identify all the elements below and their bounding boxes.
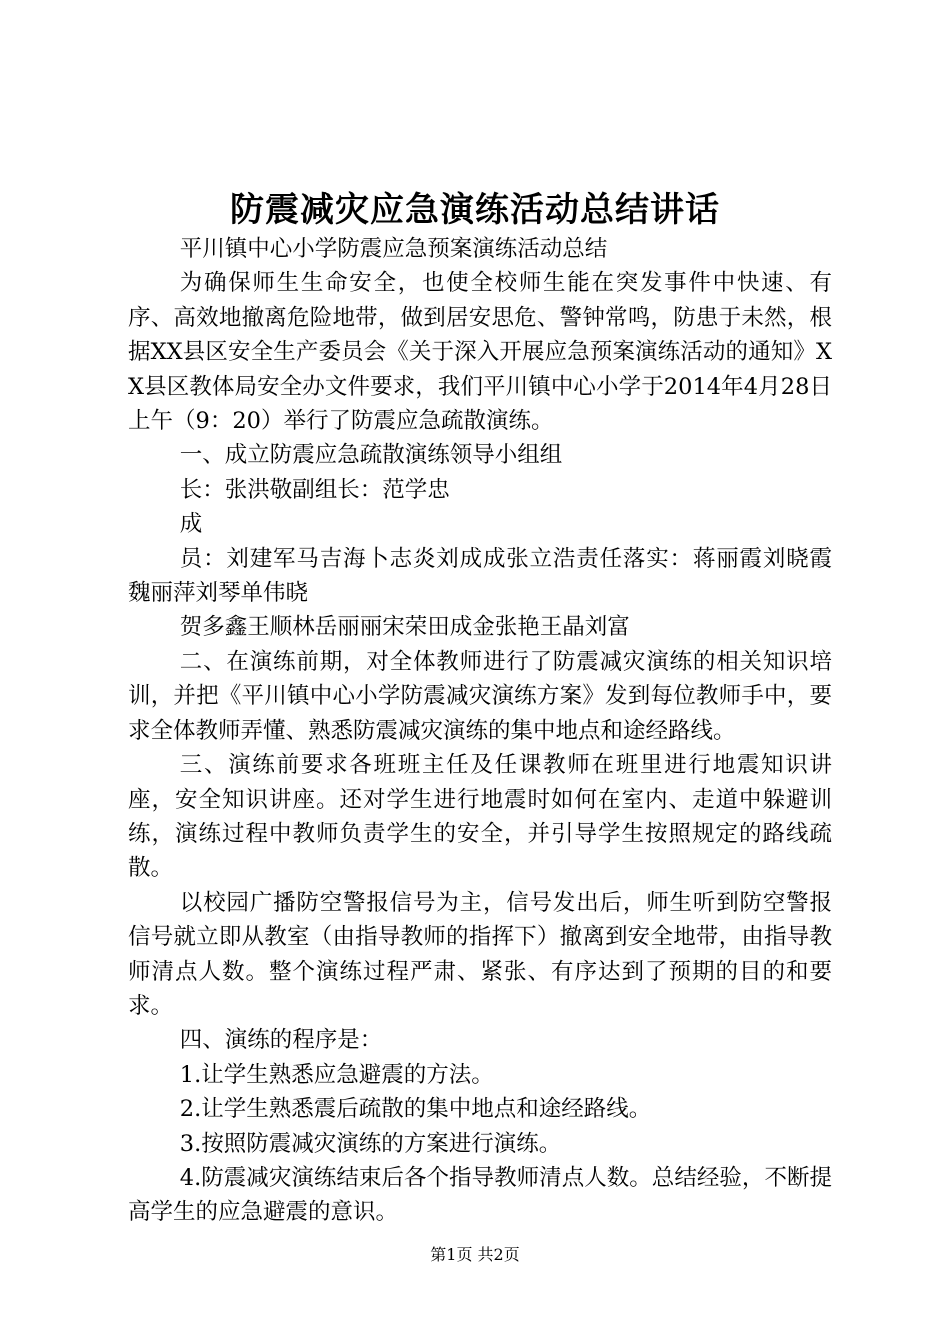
paragraph-members-continued: 贺多鑫王顺林岳丽丽宋荣田成金张艳王晶刘富 [179, 614, 630, 641]
page-number-footer: 第1页 共2页 [430, 1245, 520, 1264]
list-item-step-4: 4.防震减灾演练结束后各个指导教师清点人数。总结经验，不断提高学生的应急避震的意识。 [128, 1164, 832, 1226]
paragraph-members: 员：刘建军马吉海卜志炎刘成成张立浩责任落实：蒋丽霞刘晓霞魏丽萍刘琴单伟晓 [128, 545, 832, 607]
paragraph-section-4-heading: 四、演练的程序是： [179, 1027, 383, 1054]
document-title: 防震减灾应急演练活动总结讲话 [230, 190, 720, 230]
document-body [128, 232, 832, 1230]
paragraph-alarm: 以校园广播防空警报信号为主，信号发出后，师生听到防空警报信号就立即从教室（由指导教师的指挥下）撤离到安全地带，由指导教师清点人数。整个演练过程严肃、紧张、有序达到了预期的目的和要求。 [128, 889, 832, 1019]
paragraph-section-2: 二、在演练前期，对全体教师进行了防震减灾演练的相关知识培训，并把《平川镇中心小学防震减灾演练方案》发到每位教师手中，要求全体教师弄懂、熟悉防震减灾演练的集中地点和途经路线。 [128, 648, 832, 744]
paragraph-members-label: 成 [179, 511, 203, 538]
list-item-step-2: 2.让学生熟悉震后疏散的集中地点和途经路线。 [179, 1096, 652, 1123]
paragraph-section-3: 三、演练前要求各班班主任及任课教师在班里进行地震知识讲座，安全知识讲座。还对学生进行地震时如何在室内、走道中躲避训练，演练过程中教师负责学生的安全，并引导学生按照规定的路线疏散。 [128, 752, 832, 882]
list-item-step-3: 3.按照防震减灾演练的方案进行演练。 [179, 1130, 562, 1157]
paragraph-intro: 为确保师生生命安全，也使全校师生能在突发事件中快速、有序、高效地撤离危险地带，做到居安思危、警钟常鸣，防患于未然，根据XX县区安全生产委员会《关于深入开展应急预案演练活动的通知》XX县区教体局安全办文件要求，我们平川镇中心小学于2014年4月28日上午（9：20）举行了防震应急疏散演练。 [128, 270, 832, 435]
paragraph-leaders: 长：张洪敬副组长：范学忠 [179, 476, 450, 503]
list-item-step-1: 1.让学生熟悉应急避震的方法。 [179, 1061, 494, 1088]
paragraph-subtitle: 平川镇中心小学防震应急预案演练活动总结 [179, 236, 608, 262]
paragraph-section-1-heading: 一、成立防震应急疏散演练领导小组组 [179, 442, 563, 469]
